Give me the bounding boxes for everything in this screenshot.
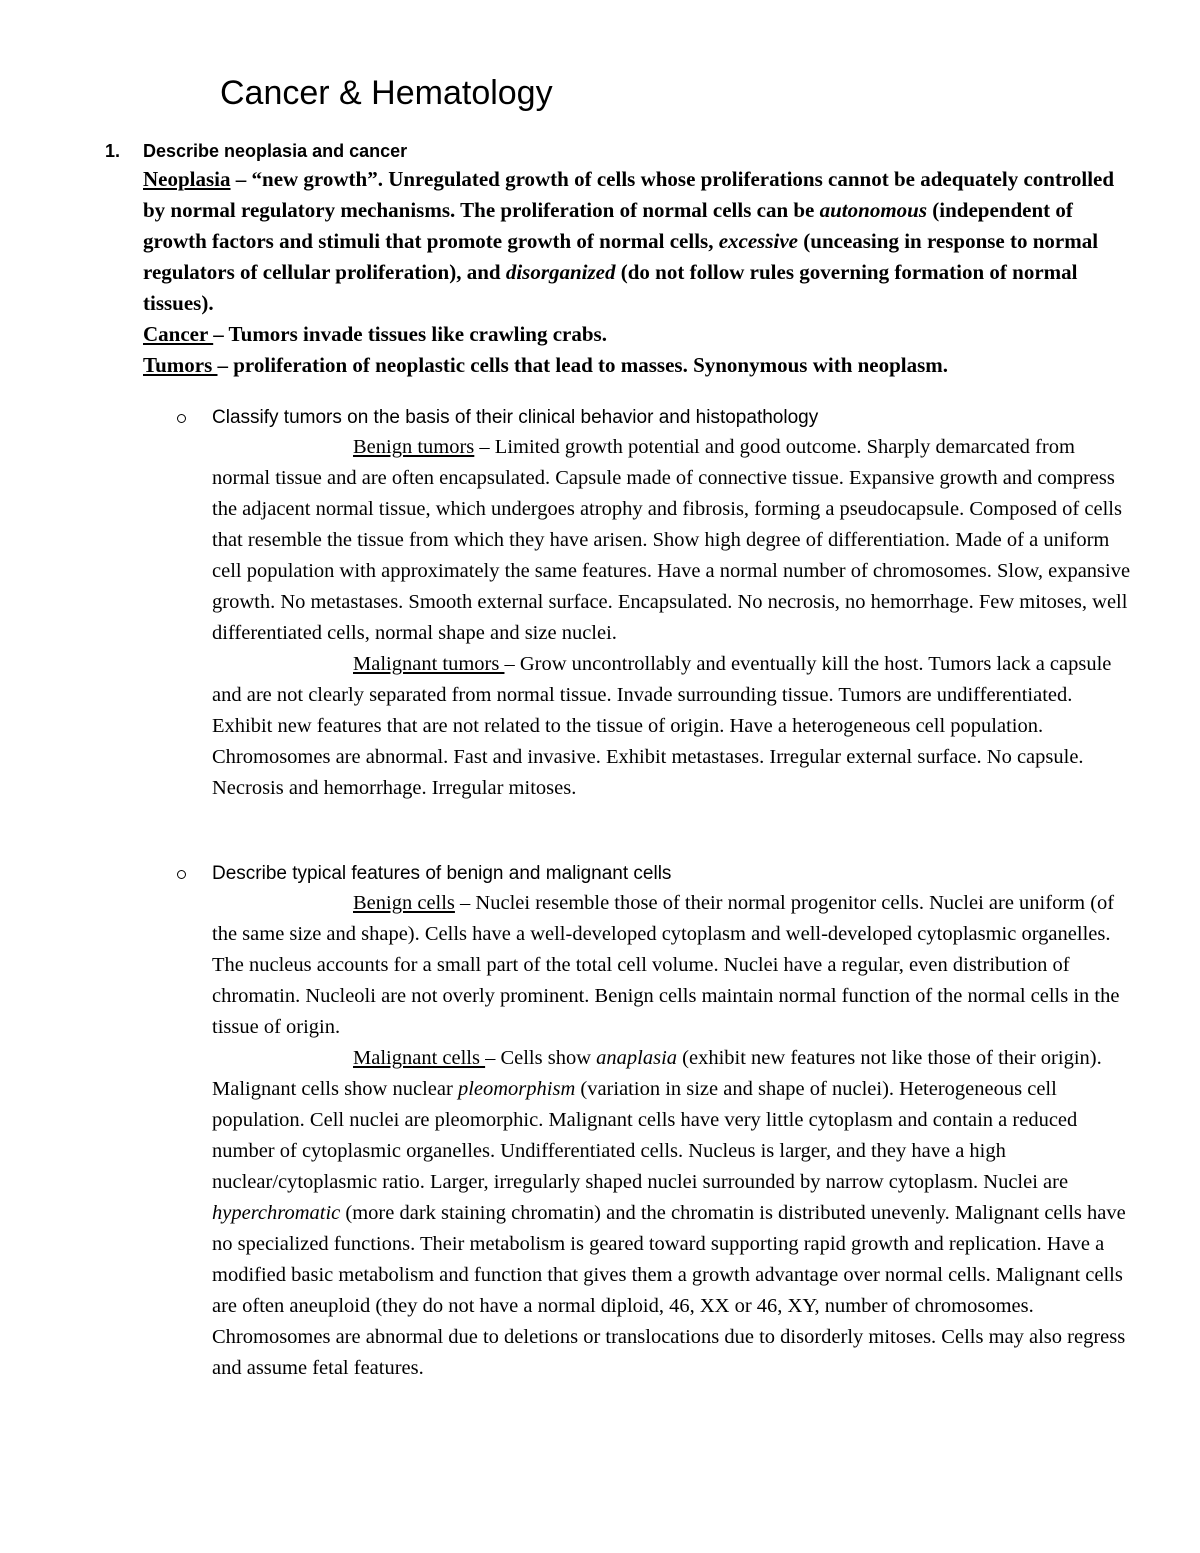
question-1-heading-row bbox=[105, 138, 1135, 164]
malignant-cells-text-1: – Cells show bbox=[485, 1047, 597, 1069]
neoplasia-paragraph bbox=[143, 164, 1135, 319]
malignant-cells-text-3: (variation in size and shape of nuclei). Heterogeneous cell population. Cell nuclei are pleomorphic. Malignant cells have very little cytoplasm and contain a reduced number of cytoplasmic organelles. Undifferentiated cells. Nucleus is larger, and they have a high nuclear/cytoplasmic ratio. Larger, irregularly shaped nuclei surrounded by narrow cytoplasm. Nuclei are bbox=[212, 1078, 1078, 1193]
hollow-circle-bullet-icon bbox=[177, 870, 186, 879]
cancer-text: – Tumors invade tissues like crawling crabs. bbox=[213, 322, 607, 346]
question-1 bbox=[105, 138, 1135, 381]
malignant-cells-keyword-hyperchromatic: hyperchromatic bbox=[212, 1202, 341, 1224]
neoplasia-text-2: (independent of growth factors and stimuli that promote growth of normal cells, bbox=[143, 198, 1073, 253]
tumors-term: Tumors bbox=[143, 353, 218, 377]
section-cell-features-body bbox=[173, 888, 1133, 1384]
benign-cells-paragraph bbox=[212, 888, 1133, 1043]
cancer-term: Cancer bbox=[143, 322, 214, 346]
neoplasia-text-4: (do not follow rules governing formation of normal tissues). bbox=[143, 260, 1078, 315]
malignant-cells-keyword-pleomorphism: pleomorphism bbox=[457, 1078, 576, 1100]
question-1-number: 1. bbox=[105, 141, 121, 161]
tumors-text: – proliferation of neoplastic cells that lead to masses. Synonymous with neoplasm. bbox=[217, 353, 949, 377]
malignant-cells-text-4: (more dark staining chromatin) and the chromatin is distributed unevenly. Malignant cells have no specialized functions. Their metabolism is geared toward supporting rapid growth and replication. Have a modified basic metabolism and function that gives them a growth advantage over normal cells. Malignant cells are often aneuploid (they do not have a normal diploid, 46, XX or 46, XY, number of chromosomes. Chromosomes are abnormal due to deletions or translocations due to disorderly mitoses. Cells may also regress and assume fetal features. bbox=[212, 1202, 1126, 1379]
section-classify-tumors-heading-row bbox=[173, 403, 1133, 432]
section-cell-features-heading: Describe typical features of benign and malignant cells bbox=[212, 863, 672, 884]
neoplasia-keyword-excessive: excessive bbox=[718, 229, 799, 253]
malignant-tumors-term: Malignant tumors bbox=[353, 653, 505, 675]
neoplasia-text-3: (unceasing in response to normal regulators of cellular proliferation), and bbox=[143, 229, 1099, 284]
hollow-circle-bullet-icon bbox=[177, 414, 186, 423]
malignant-tumors-paragraph bbox=[212, 649, 1133, 804]
neoplasia-term: Neoplasia bbox=[143, 167, 231, 191]
page-title: Cancer & Hematology bbox=[220, 74, 553, 112]
tumors-paragraph bbox=[143, 350, 1135, 381]
neoplasia-keyword-disorganized: disorganized bbox=[505, 260, 616, 284]
question-1-body bbox=[143, 164, 1135, 381]
malignant-cells-keyword-anaplasia: anaplasia bbox=[596, 1047, 678, 1069]
section-cell-features bbox=[173, 859, 1133, 1384]
section-cell-features-heading-row bbox=[173, 859, 1133, 888]
benign-cells-text: – Nuclei resemble those of their normal progenitor cells. Nuclei are uniform (of the same size and shape). Cells have a well-developed cytoplasm and well-developed cytoplasmic organelles. The nucleus accounts for a small part of the total cell volume. Nuclei have a regular, even distribution of chromatin. Nucleoli are not overly prominent. Benign cells maintain normal function of the normal cells in the tissue of origin. bbox=[212, 892, 1120, 1038]
benign-tumors-term: Benign tumors bbox=[353, 436, 475, 458]
malignant-cells-term: Malignant cells bbox=[353, 1047, 486, 1069]
section-classify-tumors bbox=[173, 403, 1133, 804]
malignant-tumors-text: – Grow uncontrollably and eventually kill the host. Tumors lack a capsule and are not clearly separated from normal tissue. Invade surrounding tissue. Tumors are undifferentiated. Exhibit new features that are not related to the tissue of origin. Have a heterogeneous cell population. Chromosomes are abnormal. Fast and invasive. Exhibit metastases. Irregular external surface. No capsule. Necrosis and hemorrhage. Irregular mitoses. bbox=[212, 653, 1112, 799]
malignant-cells-text-2: (exhibit new features not like those of their origin). Malignant cells show nuclear bbox=[212, 1047, 1102, 1100]
section-classify-tumors-heading: Classify tumors on the basis of their clinical behavior and histopathology bbox=[212, 407, 819, 428]
benign-cells-term: Benign cells bbox=[353, 892, 455, 914]
neoplasia-text-1: – “new growth”. Unregulated growth of cells whose proliferations cannot be adequately controlled by normal regulatory mechanisms. The proliferation of normal cells can be bbox=[143, 167, 1115, 222]
benign-tumors-paragraph bbox=[212, 432, 1133, 649]
benign-tumors-text: – Limited growth potential and good outcome. Sharply demarcated from normal tissue and are often encapsulated. Capsule made of connective tissue. Expansive growth and compress the adjacent normal tissue, which undergoes atrophy and fibrosis, forming a pseudocapsule. Composed of cells that resemble the tissue from which they have arisen. Show high degree of differentiation. Made of a uniform cell population with approximately the same features. Have a normal number of chromosomes. Slow, expansive growth. No metastases. Smooth external surface. Encapsulated. No necrosis, no hemorrhage. Few mitoses, well differentiated cells, normal shape and size nuclei. bbox=[212, 436, 1131, 644]
section-classify-tumors-body bbox=[173, 432, 1133, 804]
neoplasia-keyword-autonomous: autonomous bbox=[819, 198, 928, 222]
malignant-cells-paragraph bbox=[212, 1043, 1133, 1384]
cancer-paragraph bbox=[143, 319, 1135, 350]
question-1-heading: Describe neoplasia and cancer bbox=[143, 141, 408, 161]
